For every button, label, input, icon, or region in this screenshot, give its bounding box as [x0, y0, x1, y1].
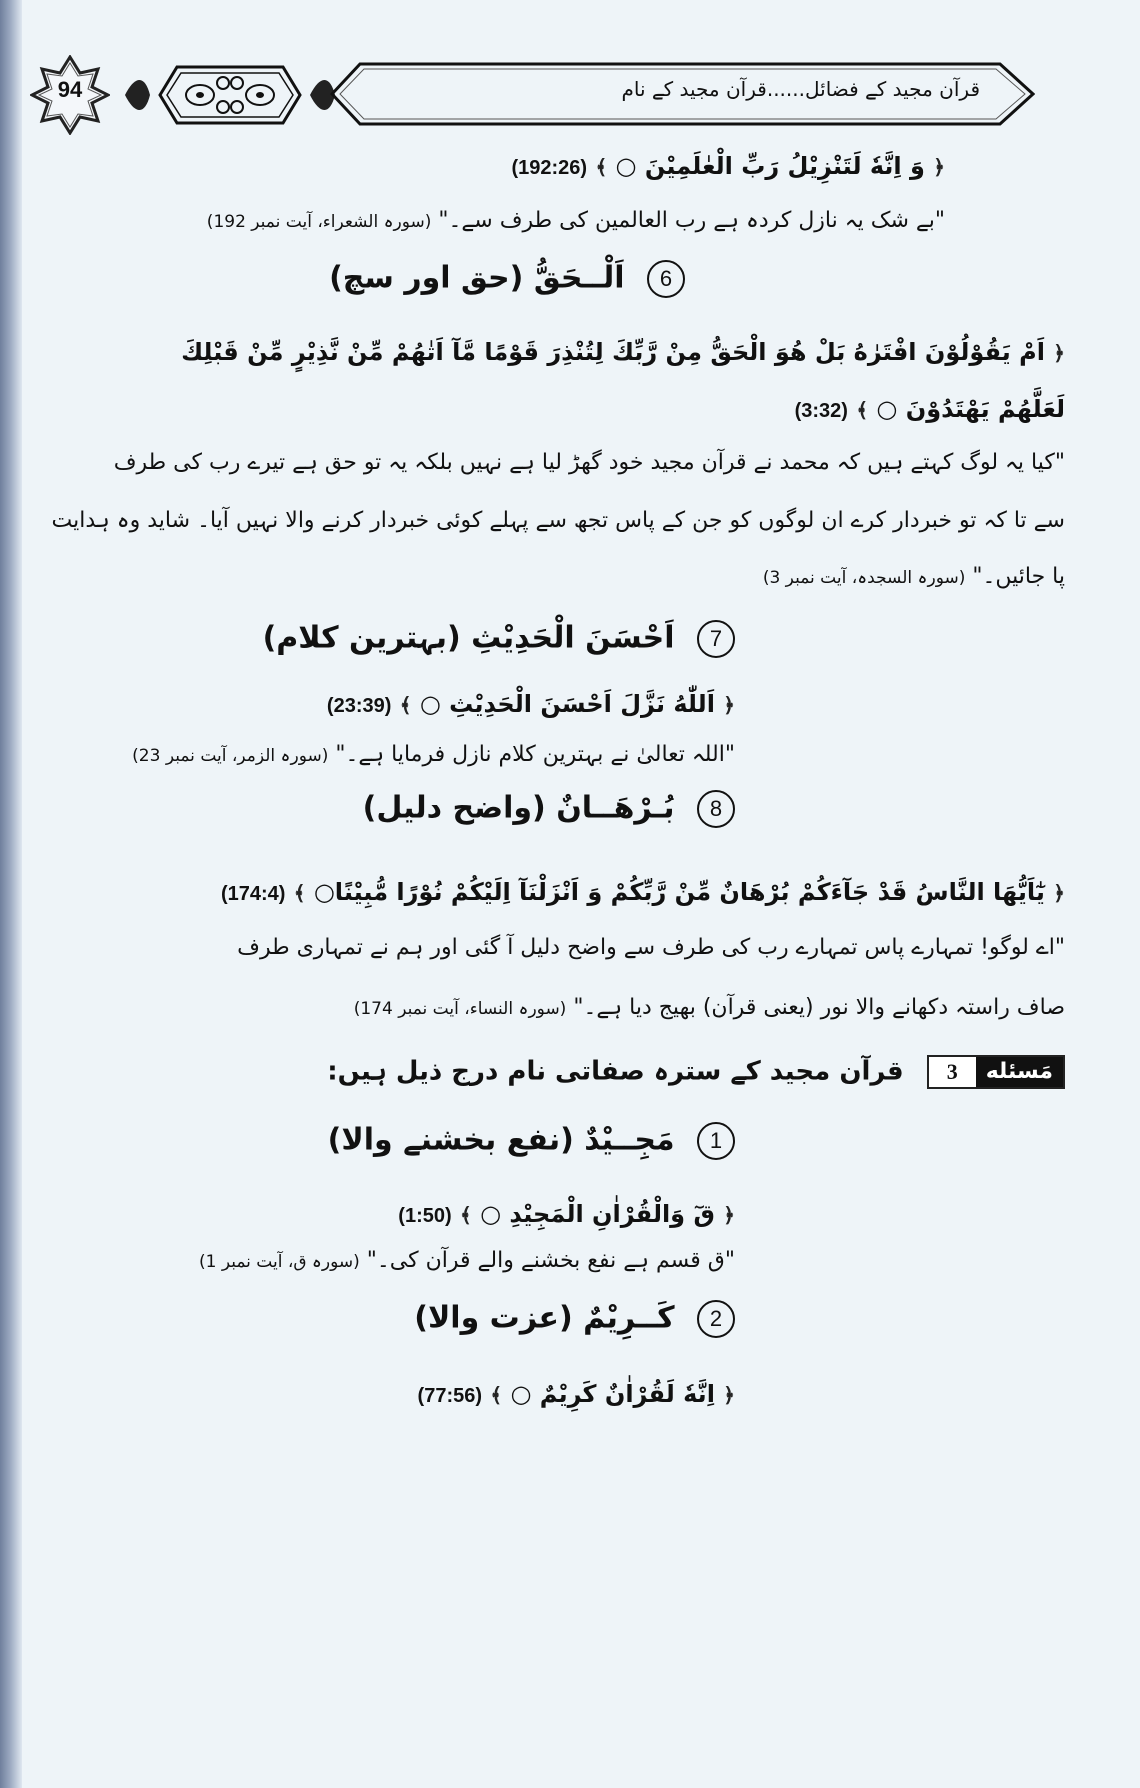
- name-heading-1: [45, 1122, 1065, 1160]
- ayah-line: [45, 690, 1065, 718]
- ayah-close-bracket-icon: ﴾: [595, 155, 608, 179]
- page-header: [30, 55, 1040, 135]
- translation-text: "بے شک یہ نازل کردہ ہے رب العالمین کی طرف سے۔": [438, 208, 945, 233]
- ayah-reference: (174:4): [220, 883, 286, 905]
- ayah-close-bracket-icon: ﴾: [460, 1203, 472, 1227]
- translation-text: "اے لوگو! تمہارے پاس تمہارے رب کی طرف سے واضح دلیل آ گئی اور ہم نے تمہاری طرف: [237, 935, 1065, 960]
- ayah-text: لَعَلَّهُمْ يَهْتَدُوْنَ ○: [876, 395, 1065, 423]
- index-circle: 8: [697, 790, 735, 828]
- ayah-line: [45, 1380, 1065, 1408]
- ayah-line: [45, 338, 1065, 366]
- ayah-reference: (1:50): [398, 1205, 452, 1227]
- translation-text: "اللہ تعالیٰ نے بہترین کلام نازل فرمایا ہے۔": [335, 742, 735, 767]
- ayah-close-bracket-icon: ﴾: [856, 398, 869, 422]
- page-number-badge: [30, 55, 110, 135]
- book-spine-shadow: [0, 0, 22, 1788]
- ayah-open-bracket-icon: ﴿: [933, 155, 945, 179]
- ayah-line: [45, 1200, 1065, 1228]
- masala-badge: [927, 1055, 1065, 1089]
- ayah-reference: (77:56): [417, 1385, 483, 1407]
- translation-line: [45, 742, 1065, 767]
- ayah-open-bracket-icon: ﴿: [1053, 341, 1065, 365]
- translation-text: پا جائیں۔": [972, 564, 1065, 589]
- ayah-line: [45, 395, 1065, 423]
- source-reference: (سورہ ق، آیت نمبر 1): [198, 1252, 360, 1272]
- ayah-text: اِنَّهٗ لَقُرْاٰنٌ كَرِيْمٌ ○: [510, 1380, 715, 1408]
- masala-text: قرآن مجید کے سترہ صفاتی نام درج ذیل ہیں:: [327, 1056, 904, 1087]
- source-reference: (سورہ السجدہ، آیت نمبر 3): [762, 568, 966, 588]
- index-circle: 1: [697, 1122, 735, 1160]
- ayah-open-bracket-icon: ﴿: [723, 1203, 735, 1227]
- index-circle: 7: [697, 620, 735, 658]
- translation-line: [45, 1248, 1065, 1273]
- page-number: 94: [57, 77, 83, 102]
- masala-number: 3: [929, 1057, 976, 1087]
- translation-text: "ق قسم ہے نفع بخشنے والے قرآن کی۔": [366, 1248, 735, 1273]
- ayah-text: يٰٓاَيُّهَا النَّاسُ قَدْ جَآءَكُمْ بُرْهَانٌ مِّنْ رَّبِّكُمْ وَ اَنْزَلْنَآ اِلَيْكُمْ نُوْرًا مُّبِيْنًا○: [313, 878, 1045, 906]
- source-reference: (سورہ الزمر، آیت نمبر 23): [132, 746, 329, 766]
- name-meaning: (حق اور سچ): [329, 260, 524, 296]
- translation-line: [45, 450, 1065, 475]
- translation-line: [45, 935, 1065, 960]
- index-circle: 2: [697, 1300, 735, 1338]
- ayah-reference: (192:26): [511, 157, 588, 179]
- decorative-ornament-icon: [115, 55, 345, 135]
- ayah-text: وَ اِنَّهٗ لَتَنْزِيْلُ رَبِّ الْعٰلَمِيْنَ ○: [615, 152, 925, 180]
- masala-heading: [45, 1055, 1065, 1089]
- running-title: قرآن مجید کے فضائل......قرآن مجید کے نام: [621, 77, 980, 101]
- ayah-text: اَللّٰهُ نَزَّلَ اَحْسَنَ الْحَدِيْثِ ○: [419, 690, 715, 718]
- ayah-reference: (3:32): [794, 400, 848, 422]
- name-heading-6: [45, 260, 1065, 298]
- translation-line: [45, 564, 1065, 589]
- name-arabic: بُـرْهَــانٌ: [556, 790, 675, 826]
- name-arabic: كَــرِيْمٌ: [583, 1300, 675, 1336]
- name-meaning: (بہترین کلام): [262, 620, 461, 656]
- running-title-bar: [330, 61, 1035, 127]
- name-heading-2: [45, 1300, 1065, 1338]
- ayah-close-bracket-icon: ﴾: [399, 693, 412, 717]
- ayah-text: قٓ وَالْقُرْاٰنِ الْمَجِيْدِ ○: [480, 1200, 715, 1228]
- translation-text: سے تا کہ تو خبردار کرے ان لوگوں کو جن کے پاس تجھ سے پہلے کوئی خبردار کرنے والا نہیں آیا۔ شاید وہ ہدایت: [51, 508, 1065, 533]
- name-arabic: اَحْسَنَ الْحَدِيْثِ: [471, 620, 675, 656]
- translation-text: صاف راستہ دکھانے والا نور (یعنی قرآن) بھیج دیا ہے۔": [573, 995, 1065, 1020]
- name-arabic: مَجِــيْدٌ: [584, 1122, 675, 1158]
- translation-line: [45, 508, 1065, 533]
- source-reference: (سورہ الشعراء، آیت نمبر 192): [206, 212, 432, 232]
- ayah-text: اَمْ يَقُوْلُوْنَ افْتَرٰهُ بَلْ هُوَ الْحَقُّ مِنْ رَّبِّكَ لِتُنْذِرَ قَوْمًا مَّآ اَتٰهُمْ مِّنْ نَّذِيْرٍ مِّنْ قَبْلِكَ: [181, 338, 1045, 366]
- ayah-close-bracket-icon: ﴾: [293, 881, 306, 905]
- name-heading-8: [45, 790, 1065, 828]
- name-meaning: (واضح دلیل): [362, 790, 546, 826]
- ayah-line: [45, 152, 1065, 180]
- translation-line: [45, 208, 1065, 233]
- index-circle: 6: [647, 260, 685, 298]
- ayah-reference: (23:39): [326, 695, 392, 717]
- name-heading-7: [45, 620, 1065, 658]
- masala-label: مَسئله: [976, 1057, 1063, 1087]
- ayah-open-bracket-icon: ﴿: [723, 693, 735, 717]
- ayah-line: [45, 878, 1065, 906]
- name-meaning: (نفع بخشنے والا): [327, 1122, 574, 1158]
- ayah-open-bracket-icon: ﴿: [723, 1383, 735, 1407]
- translation-text: "کیا یہ لوگ کہتے ہیں کہ محمد نے قرآن مجید خود گھڑ لیا ہے نہیں بلکہ یہ تو حق ہے تیرے رب کی طرف: [113, 450, 1065, 475]
- source-reference: (سورہ النساء، آیت نمبر 174): [353, 999, 567, 1019]
- translation-line: [45, 995, 1065, 1020]
- name-meaning: (عزت والا): [414, 1300, 573, 1336]
- ayah-open-bracket-icon: ﴿: [1053, 881, 1065, 905]
- name-arabic: اَلْــحَقُّ: [533, 260, 625, 296]
- ayah-close-bracket-icon: ﴾: [490, 1383, 503, 1407]
